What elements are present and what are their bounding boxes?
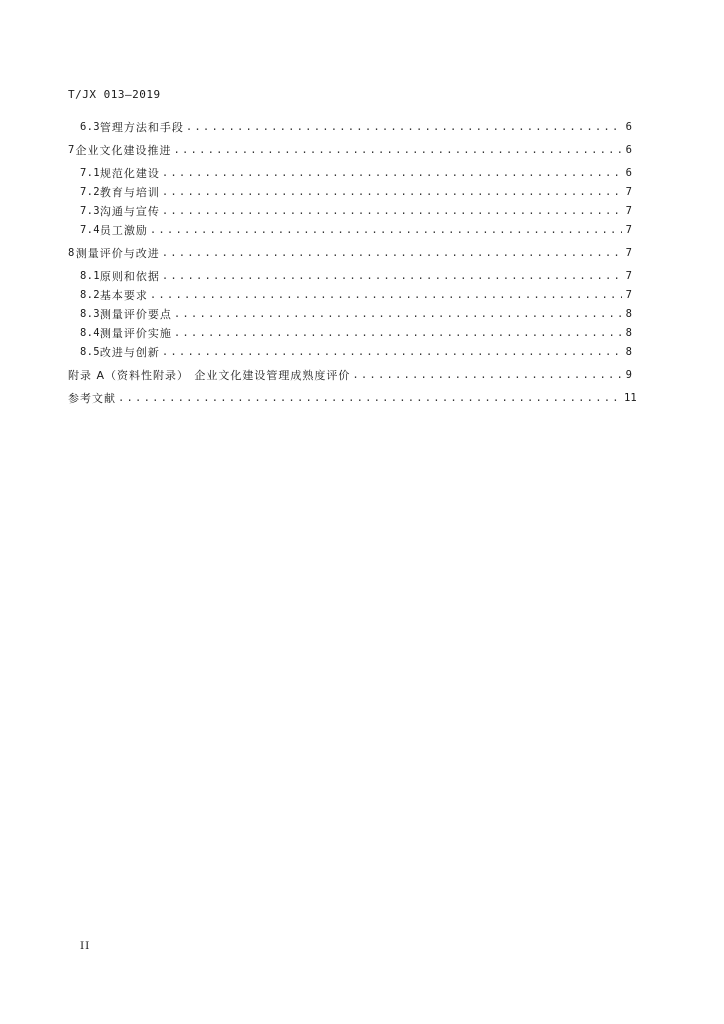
toc-entry-title: 基本要求 — [99, 288, 148, 302]
toc-entry-page: 7 — [625, 269, 632, 282]
toc-entry-8-3[interactable] — [68, 304, 632, 323]
toc-entry-page: 7 — [625, 204, 632, 217]
page-number: II — [80, 940, 91, 952]
toc-entry-page: 8 — [625, 307, 632, 320]
toc-leader-dots — [174, 308, 622, 320]
table-of-contents — [68, 117, 637, 407]
toc-entry-page: 11 — [624, 391, 637, 404]
toc-leader-dots — [162, 186, 622, 198]
toc-leader-dots — [162, 205, 622, 217]
toc-entry-page: 7 — [625, 185, 632, 198]
toc-leader-dots — [174, 144, 622, 156]
toc-entry-page: 7 — [625, 223, 632, 236]
toc-entry-title: 改进与创新 — [99, 345, 160, 359]
toc-entry-7-3[interactable] — [68, 201, 632, 220]
toc-entry-page: 6 — [625, 120, 632, 133]
toc-entry-6-3[interactable] — [68, 117, 632, 136]
appendix-title: 企业文化建设管理成熟度评价 — [194, 368, 351, 382]
toc-entry-number: 7.2 — [80, 185, 100, 198]
toc-entry-7-1[interactable] — [68, 163, 632, 182]
toc-entry-page: 8 — [625, 345, 632, 358]
toc-entry-title: 测量评价与改进 — [75, 246, 160, 260]
toc-entry-8[interactable] — [68, 243, 632, 262]
toc-entry-title: 员工激励 — [99, 223, 148, 237]
toc-entry-number: 8.5 — [80, 345, 100, 358]
toc-entry-7-4[interactable] — [68, 220, 632, 239]
toc-entry-page: 9 — [625, 368, 632, 381]
toc-entry-title: 管理方法和手段 — [99, 120, 184, 134]
toc-entry-number: 8 — [68, 246, 75, 259]
toc-entry-number: 7 — [68, 143, 75, 156]
toc-entry-title: 教育与培训 — [99, 185, 160, 199]
toc-entry-page: 6 — [625, 166, 632, 179]
toc-leader-dots — [174, 327, 622, 339]
toc-entry-number: 7.3 — [80, 204, 100, 217]
toc-entry-number: 8.3 — [80, 307, 100, 320]
toc-entry-references[interactable] — [68, 388, 637, 407]
toc-leader-dots — [162, 346, 622, 358]
toc-entry-number: 8.4 — [80, 326, 100, 339]
toc-leader-dots — [118, 392, 622, 404]
toc-entry-page: 8 — [625, 326, 632, 339]
toc-entry-8-2[interactable] — [68, 285, 632, 304]
toc-entry-page: 6 — [625, 143, 632, 156]
toc-entry-appendix-a[interactable] — [68, 365, 632, 384]
toc-entry-number: 8.2 — [80, 288, 100, 301]
toc-entry-title: 企业文化建设推进 — [75, 143, 172, 157]
toc-entry-number: 6.3 — [80, 120, 100, 133]
toc-entry-page: 7 — [625, 288, 632, 301]
toc-entry-7[interactable] — [68, 140, 632, 159]
references-title: 参考文献 — [68, 391, 116, 405]
toc-entry-8-4[interactable] — [68, 323, 632, 342]
appendix-label: 附录 A（资料性附录） — [68, 368, 190, 382]
standard-number: T/JX 013—2019 — [68, 88, 161, 101]
toc-entry-number: 8.1 — [80, 269, 100, 282]
toc-leader-dots — [150, 289, 622, 301]
toc-entry-title: 测量评价要点 — [99, 307, 172, 321]
toc-entry-number: 7.4 — [80, 223, 100, 236]
toc-entry-number: 7.1 — [80, 166, 100, 179]
toc-entry-title: 沟通与宣传 — [99, 204, 160, 218]
toc-entry-title: 测量评价实施 — [99, 326, 172, 340]
toc-entry-title: 原则和依据 — [99, 269, 160, 283]
toc-entry-7-2[interactable] — [68, 182, 632, 201]
toc-entry-8-5[interactable] — [68, 342, 632, 361]
toc-entry-8-1[interactable] — [68, 266, 632, 285]
toc-leader-dots — [150, 224, 622, 236]
toc-leader-dots — [162, 247, 622, 259]
toc-leader-dots — [186, 121, 622, 133]
toc-entry-page: 7 — [625, 246, 632, 259]
toc-leader-dots — [162, 270, 622, 282]
toc-leader-dots — [352, 369, 622, 381]
toc-leader-dots — [162, 167, 622, 179]
toc-entry-title: 规范化建设 — [99, 166, 160, 180]
